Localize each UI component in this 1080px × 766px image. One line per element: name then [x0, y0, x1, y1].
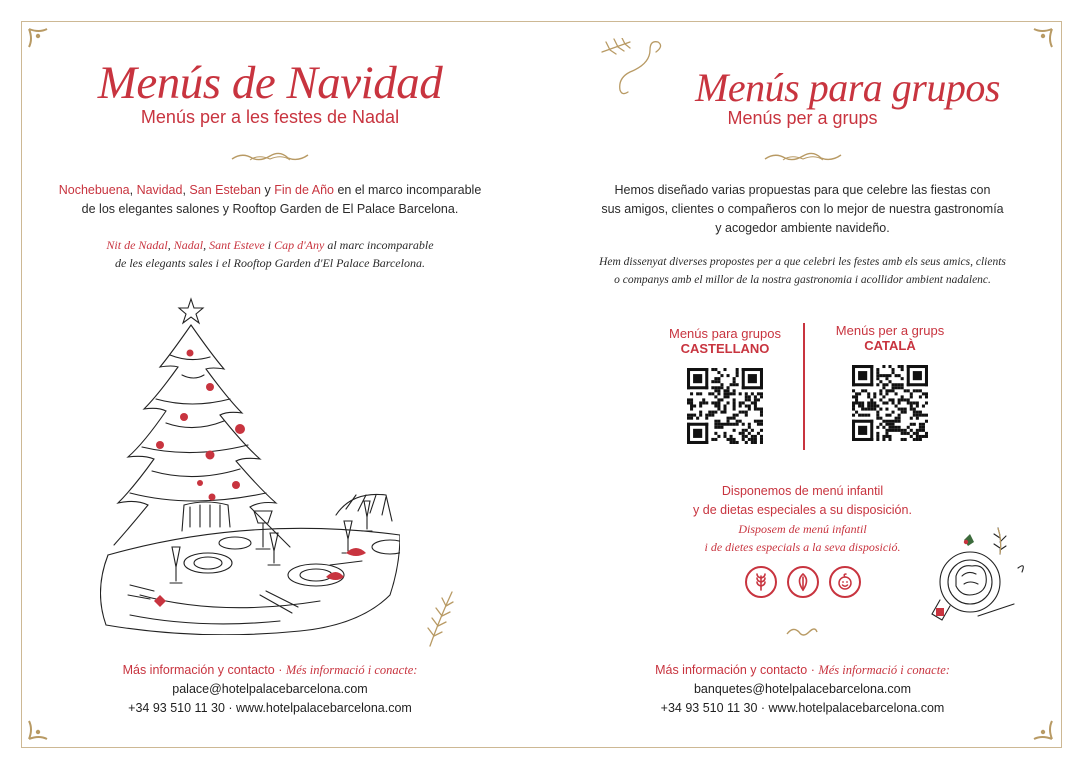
separator: , [203, 238, 210, 252]
intro-line: Hemos diseñado varias propuestas para que celebre las fiestas con [614, 183, 991, 197]
contact-phone-web[interactable]: +34 93 510 11 30 · www.hotelpalacebarcelona.com [128, 701, 412, 715]
intro-line: sus amigos, clientes o compañeros con lo mejor de nuestra gastronomía [601, 202, 1004, 216]
leaf-icon [787, 566, 819, 598]
contact-block [40, 661, 500, 718]
intro-line: al marc incomparable [324, 238, 434, 252]
corner-ornament-icon [1032, 27, 1054, 49]
qr-code-icon[interactable] [852, 365, 928, 441]
highlight-fin-de-ano: Fin de Año [274, 183, 334, 197]
swirl-ornament-icon [785, 624, 819, 640]
intro-text-ca [570, 253, 1035, 289]
contact-label-es: Más información y contacto [122, 663, 275, 677]
separator: , [167, 238, 174, 252]
diet-text-es [570, 482, 1035, 520]
qr-lang: CASTELLANO [680, 341, 770, 356]
intro-text-es [570, 181, 1035, 238]
group-menus-panel [570, 0, 1035, 766]
qr-block-castellano[interactable] [650, 326, 800, 449]
diet-line: i de dietes especials a la seva disposició. [704, 540, 901, 554]
corner-ornament-icon [1032, 719, 1054, 741]
qr-lang: CATALÀ [864, 338, 916, 353]
diet-line: Disponemos de menú infantil [721, 484, 884, 498]
contact-block [570, 661, 1035, 718]
highlight-nochebuena: Nochebuena [58, 183, 130, 197]
highlight-cap-d-any: Cap d'Any [274, 238, 325, 252]
contact-separator: · [274, 663, 286, 677]
qr-title [650, 326, 800, 356]
contact-label-ca: Més informació i conacte: [285, 663, 418, 677]
wheat-icon [745, 566, 777, 598]
separator: , [182, 183, 190, 197]
highlight-navidad: Navidad [136, 183, 183, 197]
page-title: Menús para grupos [695, 65, 1000, 110]
qr-title [815, 323, 965, 353]
page-title: Menús de Navidad [97, 57, 443, 109]
intro-line: en el marco incomparable [333, 183, 482, 197]
page-subtitle: Menús per a les festes de Nadal [140, 107, 400, 127]
contact-separator: · [807, 663, 819, 677]
qr-block-catala[interactable] [815, 323, 965, 446]
pine-sprig-icon [426, 588, 456, 650]
christmas-tree-dinner-illustration [100, 295, 400, 635]
flourish-divider-icon [230, 150, 310, 164]
qr-title-text: Menús para grupos [668, 326, 781, 341]
diet-line: y de dietas especiales a su disposición. [693, 503, 912, 517]
highlight-sant-esteve: Sant Esteve [209, 238, 265, 252]
dinner-plate-illustration [918, 520, 1033, 635]
diet-line: Disposem de menú infantil [738, 522, 867, 536]
highlight-san-esteban: San Esteban [189, 183, 261, 197]
flourish-divider-icon [763, 150, 843, 164]
intro-line: Hem dissenyat diverses propostes per a que celebri les festes amb els seus amics, clients [599, 256, 1006, 268]
highlight-nit-de-nadal: Nit de Nadal [106, 238, 168, 252]
separator: , [129, 183, 137, 197]
highlight-nadal: Nadal [173, 238, 204, 252]
separator: y [261, 183, 275, 197]
contact-email-link[interactable]: palace@hotelpalacebarcelona.com [172, 682, 368, 696]
separator: i [264, 238, 275, 252]
child-face-icon [829, 566, 861, 598]
christmas-menus-panel [40, 0, 500, 766]
contact-phone-web[interactable]: +34 93 510 11 30 · www.hotelpalacebarcelona.com [660, 701, 945, 715]
intro-line: de los elegantes salones y Rooftop Garden de El Palace Barcelona. [81, 202, 459, 216]
qr-code-icon[interactable] [687, 368, 763, 444]
contact-label-es: Más información y contacto [655, 663, 808, 677]
contact-email-link[interactable]: banquetes@hotelpalacebarcelona.com [693, 682, 911, 696]
intro-line: de les elegants sales i el Rooftop Garden d'El Palace Barcelona. [115, 256, 425, 270]
contact-label-ca: Més informació i conacte: [818, 663, 950, 677]
intro-text-ca [40, 236, 500, 272]
intro-line: y acogedor ambiente navideño. [715, 221, 890, 235]
qr-title-text: Menús per a grups [835, 323, 945, 338]
intro-line: o companys amb el millor de la nostra gastronomia i acollidor ambient nadalenc. [614, 274, 991, 286]
intro-text-es [40, 181, 500, 219]
vertical-divider [803, 323, 805, 450]
page-subtitle: Menús per a grups [727, 108, 878, 128]
